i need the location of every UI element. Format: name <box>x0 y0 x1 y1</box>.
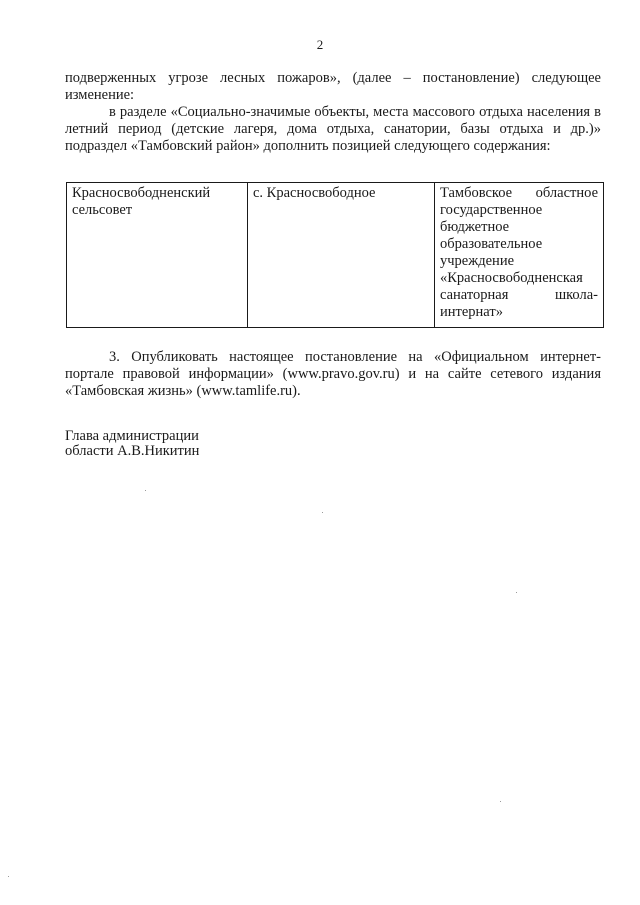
signature-line-2: области А.В.Никитин <box>65 443 200 459</box>
signature-block <box>65 429 199 459</box>
table-cell-institution: Тамбовское областное государственное бюджетное образовательное учреждение «Красносвободненская санаторная школа-интернат» <box>435 183 604 328</box>
table-cell-settlement: Красносвободненский сельсовет <box>67 183 248 328</box>
amendment-table <box>66 182 604 328</box>
scan-speck <box>322 512 323 513</box>
scan-speck <box>8 876 9 877</box>
table-row <box>67 183 604 328</box>
signature-line-1: Глава администрации <box>65 428 199 444</box>
page-number: 2 <box>316 37 324 52</box>
scan-speck <box>145 490 146 491</box>
scan-speck <box>516 592 517 593</box>
scan-speck <box>500 801 501 802</box>
paragraph-publication: 3. Опубликовать настоящее постановление на «Официальном интернет-портале правовой информации» (www.pravo.gov.ru) и на сайте сетевого издания «Тамбовская жизнь» (www.tamlife.ru). <box>65 349 601 399</box>
table-cell-locality: с. Красносвободное <box>248 183 435 328</box>
paragraph-continuation: подверженных угрозе лесных пожаров», (далее – постановление) следующее изменение: <box>65 70 601 103</box>
paragraph-amendment: в разделе «Социально-значимые объекты, места массового отдыха населения в летний период (детские лагеря, дома отдыха, санатории, базы отдыха и др.)» подраздел «Тамбовский район» дополнить позицией следующего содержания: <box>65 104 601 154</box>
